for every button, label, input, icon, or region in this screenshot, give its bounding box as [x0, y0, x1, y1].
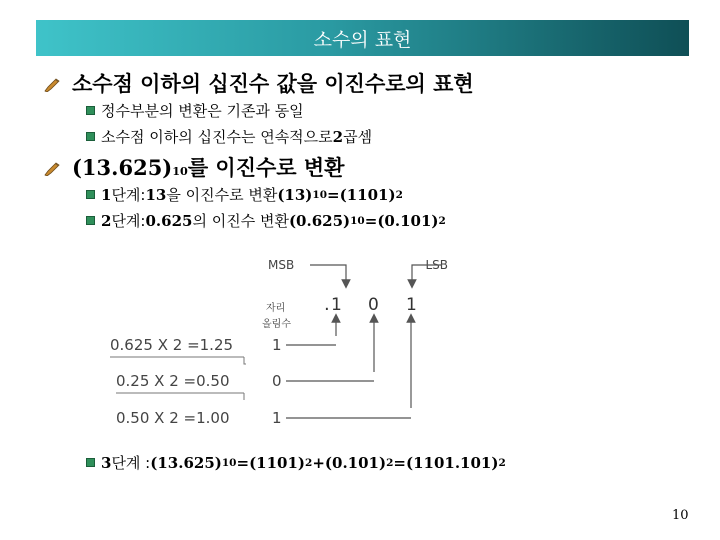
lsb-label: LSB — [425, 258, 448, 272]
row-3-carry: 1 — [272, 409, 282, 427]
step-label: 단계: — [111, 212, 146, 230]
bold-two: 2 — [332, 127, 344, 146]
row-3-expr: 0.50 X 2 =1.00 — [116, 409, 230, 427]
bullet-2 — [44, 152, 344, 182]
slide-title: 소수의 표현 — [313, 28, 412, 51]
sub-bullet-text: 소수점 이하의 십진수는 연속적으로 — [101, 128, 333, 146]
bit-1: 1 — [331, 295, 342, 315]
step-value: 13 — [145, 185, 167, 204]
expr-d: (1101.101) — [405, 453, 499, 472]
row-2-carry: 0 — [272, 372, 282, 390]
step-text: 의 이진수 변환 — [192, 212, 289, 230]
step-label: 단계: — [111, 186, 146, 204]
step-number: 2 — [101, 211, 112, 230]
plus: + — [312, 453, 325, 472]
expr-b: (1101) — [339, 185, 396, 204]
step-3 — [86, 452, 506, 473]
square-bullet-icon — [86, 106, 95, 115]
sub-bullet-text: 정수부분의 변환은 기존과 동일 — [101, 102, 304, 120]
step-text: 을 이진수로 변환 — [166, 186, 278, 204]
equals: = — [236, 453, 250, 472]
step-number: 3 — [101, 453, 112, 472]
sub-bullet-1-2 — [86, 126, 372, 147]
subscript: 2 — [438, 214, 446, 227]
equals: = — [364, 211, 378, 230]
step-1 — [86, 184, 403, 205]
expr-a: (13.625) — [150, 453, 222, 472]
row-2-expr: 0.25 X 2 =0.50 — [116, 372, 230, 390]
expr-c: (0.101) — [324, 453, 387, 472]
place-label-1: 자리 — [266, 303, 286, 314]
pen-bullet-icon — [44, 162, 60, 176]
step-number: 1 — [101, 185, 112, 204]
subscript: 2 — [498, 456, 506, 469]
place-label-2: 올림수 — [262, 319, 291, 330]
bullet-2-number: (13.625) — [72, 155, 173, 180]
equals: = — [327, 185, 340, 204]
binary-fraction-diagram — [100, 250, 460, 440]
row-1-carry: 1 — [272, 336, 282, 354]
subscript: 2 — [395, 188, 403, 201]
expr-a: (0.625) — [288, 211, 351, 230]
sub-bullet-1-1 — [86, 100, 304, 121]
step-label: 단계 : — [111, 454, 151, 472]
pen-bullet-icon — [44, 78, 60, 92]
subscript: 10 — [350, 214, 365, 227]
title-bar — [36, 20, 689, 56]
subscript: 2 — [305, 456, 313, 469]
row-1-expr: 0.625 X 2 =1.25 — [110, 336, 234, 354]
bullet-1-text: 소수점 이하의 십진수 값을 이진수로의 표현 — [72, 72, 474, 96]
square-bullet-icon — [86, 216, 95, 225]
step-2 — [86, 210, 446, 231]
msb-arrow — [310, 265, 346, 284]
subscript: 10 — [221, 456, 237, 469]
step-value: 0.625 — [145, 211, 193, 230]
subscript: 10 — [312, 188, 328, 201]
subscript: 10 — [172, 164, 188, 178]
subscript: 2 — [386, 456, 394, 469]
bit-2: 0 — [368, 295, 379, 315]
square-bullet-icon — [86, 132, 95, 141]
square-bullet-icon — [86, 458, 95, 467]
bullet-2-text: 를 이진수로 변환 — [187, 156, 345, 180]
bullet-1 — [44, 68, 474, 98]
sub-bullet-tail: 곱셈 — [343, 128, 373, 146]
page-number: 10 — [672, 508, 689, 523]
equals: = — [393, 453, 406, 472]
expr-a: (13) — [277, 185, 313, 204]
square-bullet-icon — [86, 190, 95, 199]
expr-b: (0.101) — [377, 211, 439, 230]
expr-b: (1101) — [249, 453, 306, 472]
msb-label: MSB — [268, 258, 295, 272]
bit-3: 1 — [406, 295, 417, 315]
binary-point: . — [324, 294, 330, 315]
row-1-connector — [244, 357, 246, 364]
